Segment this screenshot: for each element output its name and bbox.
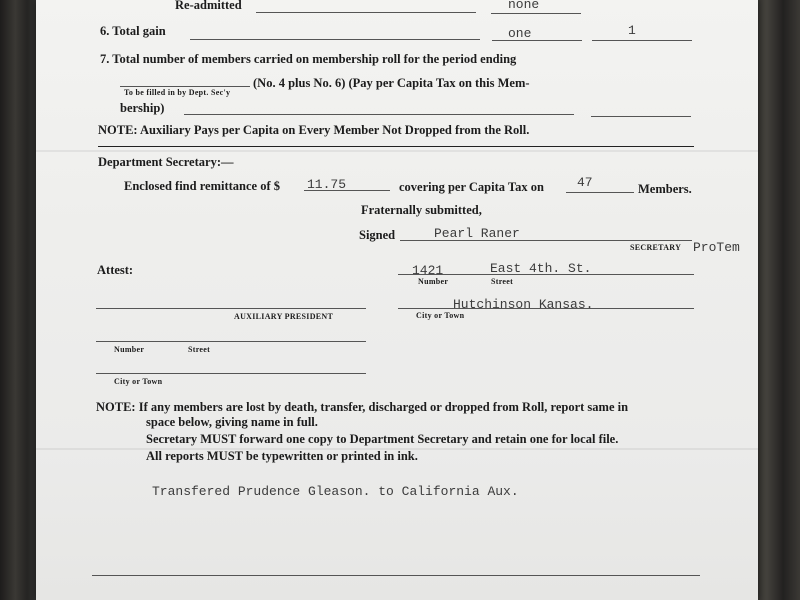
note-forward-copy: Secretary MUST forward one copy to Department Secretary and retain one for local file. bbox=[146, 432, 619, 446]
secretary-label: SECRETARY bbox=[630, 243, 682, 252]
item7-line1: 7. Total number of members carried on membership roll for the period ending bbox=[100, 52, 517, 66]
section-divider bbox=[98, 146, 694, 147]
enclosed-remittance-label: Enclosed find remittance of $ bbox=[124, 179, 281, 193]
members-label: Members. bbox=[638, 182, 692, 196]
item7-line3: bership) bbox=[120, 101, 165, 115]
paper-fold-crease bbox=[36, 150, 758, 152]
total-gain-label: 6. Total gain bbox=[100, 24, 166, 38]
secretary-city-label: City or Town bbox=[416, 311, 465, 320]
city-name: Hutchinson Kansas. bbox=[453, 297, 594, 312]
readmitted-label: Re-admitted bbox=[175, 0, 242, 12]
protem-annotation: ProTem bbox=[693, 240, 740, 255]
address-street: East 4th. St. bbox=[490, 261, 592, 276]
president-street-label: Street bbox=[188, 345, 211, 354]
fraternally-submitted: Fraternally submitted, bbox=[361, 203, 482, 217]
total-gain-number-line bbox=[592, 40, 692, 41]
address-number: 1421 bbox=[412, 263, 444, 278]
item7-dept-note: To be filled in by Dept. Sec'y bbox=[124, 88, 231, 97]
readmitted-value-line bbox=[491, 13, 581, 14]
item7-right-line bbox=[591, 116, 691, 117]
total-gain-words: one bbox=[508, 26, 532, 41]
transfer-remark: Transfered Prudence Gleason. to California Aux. bbox=[152, 484, 519, 499]
president-number-label: Number bbox=[114, 345, 145, 354]
member-count: 47 bbox=[577, 175, 593, 190]
secretary-street-label: Street bbox=[491, 277, 514, 286]
remittance-amount: 11.75 bbox=[307, 177, 347, 192]
bottom-line bbox=[92, 575, 700, 576]
total-gain-words-line bbox=[492, 40, 582, 41]
note-auxiliary-pays: NOTE: Auxiliary Pays per Capita on Every Member Not Dropped from the Roll. bbox=[98, 123, 530, 137]
signed-label: Signed bbox=[359, 228, 396, 242]
note-lost-members-line1: NOTE: If any members are lost by death, transfer, discharged or dropped from Roll, report same in bbox=[96, 400, 629, 414]
note-typewritten: All reports MUST be typewritten or printed in ink. bbox=[146, 449, 418, 463]
auxiliary-president-label: AUXILIARY PRESIDENT bbox=[234, 312, 334, 321]
wooden-background-left bbox=[0, 0, 38, 600]
item7-membership-line bbox=[184, 114, 574, 115]
address-line bbox=[398, 274, 694, 275]
president-address-line bbox=[96, 341, 366, 342]
item7-fill-line bbox=[120, 86, 250, 87]
dept-secretary-heading: Department Secretary:— bbox=[98, 155, 234, 169]
city-line bbox=[398, 308, 694, 309]
signed-name: Pearl Raner bbox=[434, 226, 520, 241]
readmitted-line bbox=[256, 12, 476, 13]
president-city-label: City or Town bbox=[114, 377, 163, 386]
covering-label: covering per Capita Tax on bbox=[399, 180, 544, 194]
item7-formula: (No. 4 plus No. 6) (Pay per Capita Tax on this Mem- bbox=[253, 76, 530, 90]
readmitted-value: none bbox=[508, 0, 540, 12]
total-gain-line bbox=[190, 39, 480, 40]
member-count-line bbox=[566, 192, 634, 193]
president-city-line bbox=[96, 373, 366, 374]
membership-report-form bbox=[36, 0, 758, 600]
total-gain-number: 1 bbox=[628, 23, 636, 38]
attest-label: Attest: bbox=[97, 263, 134, 277]
note-lost-members-line2: space below, giving name in full. bbox=[146, 415, 318, 429]
secretary-number-label: Number bbox=[418, 277, 449, 286]
remittance-amount-line bbox=[304, 190, 390, 191]
wooden-background-right bbox=[752, 0, 800, 600]
president-signature-line bbox=[96, 308, 366, 309]
